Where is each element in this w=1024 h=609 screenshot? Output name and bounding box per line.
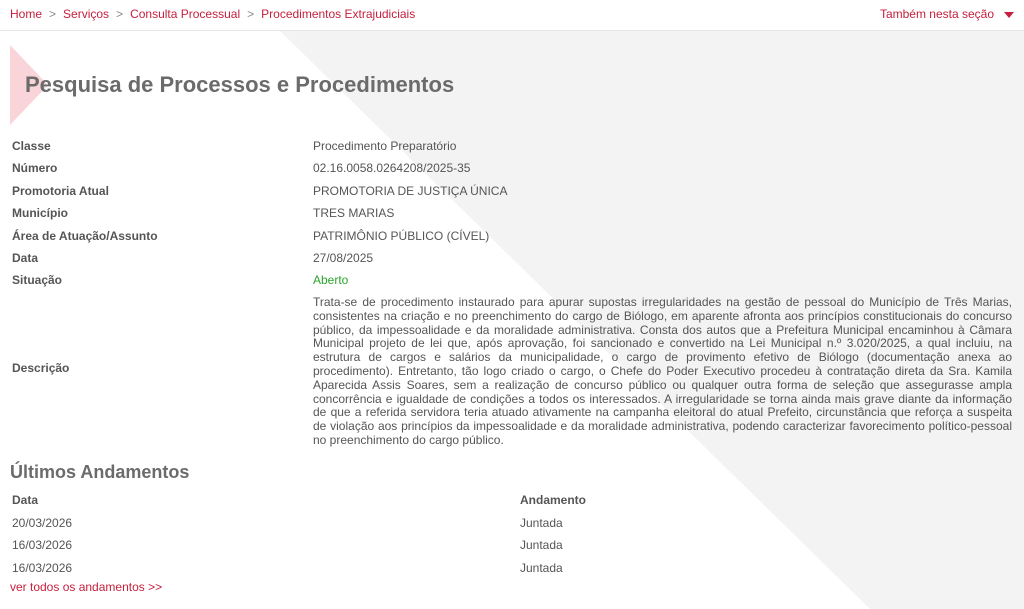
breadcrumb-consulta-processual[interactable]: Consulta Processual <box>130 7 241 21</box>
table-row-date: 16/03/2026 <box>12 538 73 552</box>
table-row-date: 16/03/2026 <box>12 561 73 575</box>
value-promotoria: PROMOTORIA DE JUSTIÇA ÚNICA <box>313 184 508 198</box>
section-menu-label: Também nesta seção <box>879 7 994 21</box>
label-area-atuacao: Área de Atuação/Assunto <box>12 229 158 243</box>
view-all-andamentos-link[interactable]: ver todos os andamentos >> <box>10 580 163 594</box>
chevron-right-icon: > <box>116 7 124 21</box>
label-promotoria: Promotoria Atual <box>12 184 109 198</box>
value-data: 27/08/2025 <box>313 251 374 265</box>
column-header-andamento: Andamento <box>520 493 586 507</box>
chevron-right-icon: > <box>49 7 57 21</box>
breadcrumb-home[interactable]: Home <box>10 7 43 21</box>
column-header-data: Data <box>12 493 39 507</box>
table-row-andamento: Juntada <box>520 561 563 575</box>
status-badge: Aberto <box>313 273 349 287</box>
label-classe: Classe <box>12 139 51 153</box>
breadcrumb-procedimentos-extrajudiciais[interactable]: Procedimentos Extrajudiciais <box>261 7 416 21</box>
section-menu-dropdown[interactable] <box>880 7 1014 21</box>
value-area-atuacao: PATRIMÔNIO PÚBLICO (CÍVEL) <box>313 229 490 243</box>
value-numero: 02.16.0058.0264208/2025-35 <box>313 161 471 175</box>
breadcrumb <box>10 7 415 21</box>
breadcrumb-servicos[interactable]: Serviços <box>63 7 110 21</box>
label-numero: Número <box>12 161 58 175</box>
top-bar <box>0 0 1024 31</box>
label-data: Data <box>12 251 39 265</box>
label-municipio: Município <box>12 206 68 220</box>
page-title: Pesquisa de Processos e Procedimentos <box>25 72 455 97</box>
table-row-andamento: Juntada <box>520 516 563 530</box>
description-text: Trata-se de procedimento instaurado para apurar supostas irregularidades na gestão de pessoal do Município de Três Marias, consistentes na criação e no preenchimento do cargo de Biólogo, em aparente afronta aos princípios constitucionais do concurso público, da impessoalidade e da moralidade administrativa. Consta dos autos que a Prefeitura Municipal encaminhou à Câmara Municipal projeto de lei que, após aprovação, foi sancionado e convertido na Lei Municipal n.º 3.020/2025, a qual incluiu, na estrutura de cargos e salários da municipalidade, o cargo de provimento efetivo de Biólogo (documentação anexa ao procedimento). Entretanto, tão logo criado o cargo, o Chefe do Poder Executivo procedeu à contratação direta da Sra. Kamila Aparecida Assis Soares, sem a realização de concurso público ou qualquer outra forma de seleção que assegurasse ampla concorrência e igualdade de condições a todos os interessados. A irregularidade se torna ainda mais grave diante da informação de que a referida servidora teria atuado ativamente na campanha eleitoral do atual Prefeito, circunstância que reforça a suspeita de violação aos princípios da impessoalidade e da moralidade administrativa, podendo caracterizar favorecimento político-pessoal no preenchimento do cargo público. <box>313 295 1012 447</box>
label-situacao: Situação <box>12 273 63 287</box>
chevron-right-icon: > <box>247 7 255 21</box>
label-descricao: Descrição <box>12 361 70 375</box>
value-classe: Procedimento Preparatório <box>313 139 457 153</box>
value-municipio: TRES MARIAS <box>313 206 395 220</box>
table-row-date: 20/03/2026 <box>12 516 73 530</box>
caret-down-icon <box>1004 12 1014 18</box>
andamentos-title: Últimos Andamentos <box>10 462 190 482</box>
table-row-andamento: Juntada <box>520 538 563 552</box>
